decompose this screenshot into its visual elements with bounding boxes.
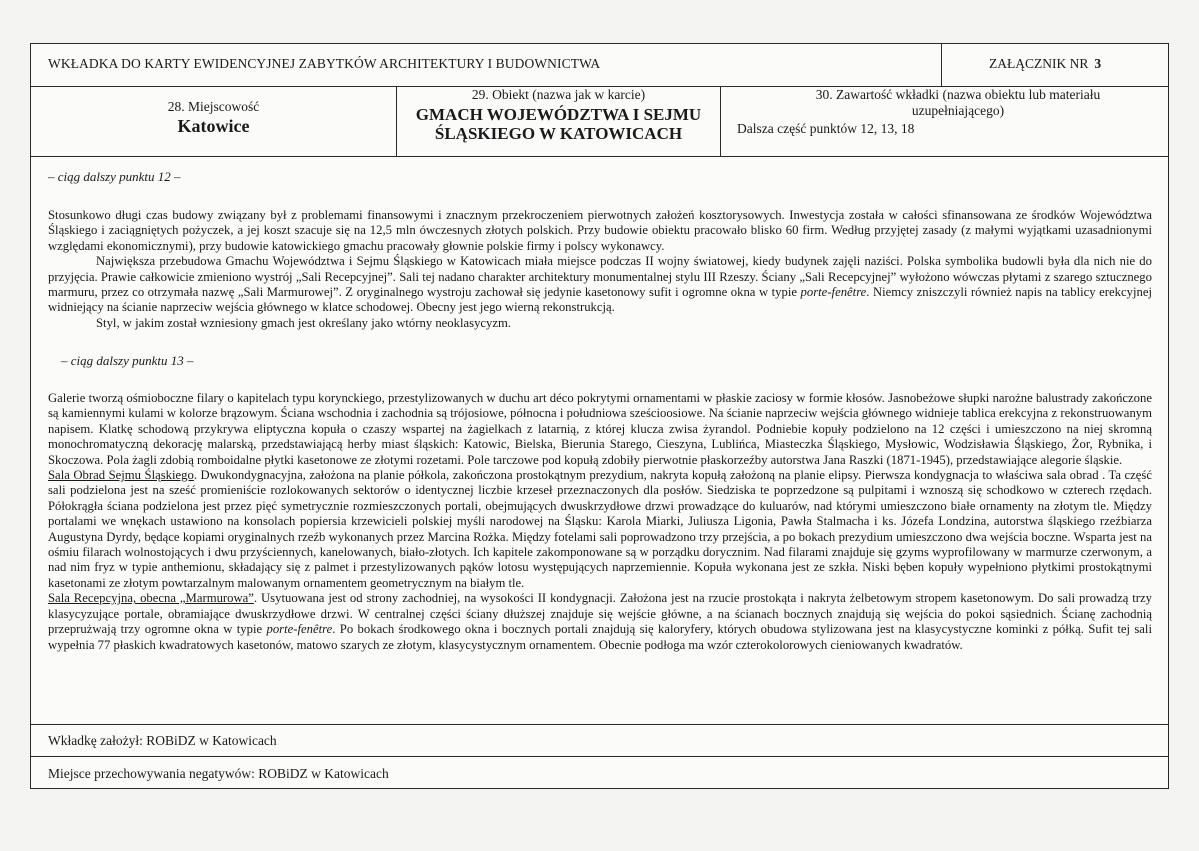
reception-hall-paragraph bbox=[48, 591, 1152, 653]
header-row bbox=[31, 44, 1168, 87]
section13-heading: – ciąg dalszy punktu 13 – bbox=[61, 353, 194, 368]
object-field bbox=[396, 86, 721, 156]
fields-row bbox=[31, 86, 1168, 157]
section13-text bbox=[48, 391, 1152, 653]
reception-hall-title: Sala Recepcyjna, obecna „Marmurowa” bbox=[48, 591, 254, 606]
galleries-paragraph: Galerie tworzą ośmioboczne filary o kapitelach typu korynckiego, przestylizowanych w duchu art déco pokrytymi ornamentami w płaskie zaciosy w formie kłosów. Jasnobeżowe słupki narożne balustrady zakończone są kamiennymi kulami w kolorze brązowym. Ściana wschodnia i zachodnia są trójosiowe, północna i południowa sześcioosiowe. Na ścianie naprzeciw wejścia głównego widnieje tablica erekcyjna z rekonstruowanym napisem. Klatkę schodową przykrywa eliptyczna kopuła o czaszy wspartej na żagielkach z latarnią, z której klucza zwisa żyrandol. Podniebie kopuły podzielono na 12 części i umieszczono na niej skromną monochromatyczną dekorację malarską, przedstawiającą herby miast śląskich: Katowic, Bielska, Bierunia Starego, Cieszyna, Lublińca, Miasteczka Śląskiego, Mysłowic, Wodzisławia Śląskiego, Żor, Rybnika, i Skoczowa. Pola żagli zdobią romboidalne płytki kasetonowe ze złotymi rozetami. Pole tarczowe pod kopułą zdobiły pierwotnie płaskorzeźby autorstwa Jana Raszki (1871-1945), przedstawiające alegorie śląskie. bbox=[48, 391, 1152, 467]
porte-fenetre-term-2: porte-fenêtre bbox=[266, 622, 333, 637]
section12-text bbox=[48, 208, 1152, 331]
document-body bbox=[31, 156, 1168, 725]
prepared-by: Wkładkę założył: ROBiDZ w Katowicach bbox=[48, 733, 277, 748]
section12-heading: – ciąg dalszy punktu 12 – bbox=[48, 169, 181, 184]
porte-fenetre-term: porte-fenêtre bbox=[800, 285, 867, 300]
debate-hall-text: . Dwukondygnacyjna, założona na planie półkola, zakończona prostokątnym prezydium, nakryta kopułą założoną na planie elipsy. Pierwsza kondygnacja to właściwa sala obrad . Ta część sali podzielona jest na sześć promieniście rozlokowanych sektorów o identycznej liczbie krzeseł przeznaczonych dla posłów. Siedziska te poprzedzone są pulpitami i wznoszą się schodkowo w czterech rzędach. Półokrągła ściana podzielona jest przez pięć symetrycznie rozmieszczonych portali, obejmujących dwuskrzydłowe drzwi prowadzące do kuluarów, nad którymi umieszczono białe ornamenty na złotym tle. Między portalami we wnękach ustawiono na konsolach popiersia krzewicieli polskiej myśli narodowej na Śląsku: Karola Miarki, Juliusza Ligonia, Pawła Stalmacha i ks. Józefa Londzina, autorstwa śląskiego rzeźbiarza Augustyna Dyrdy, będące kopiami oryginalnych rzeźb wykonanych przez Marcina Rożka. Między fotelami sali poprowadzono trzy przejścia, a po bokach prezydium umieszczono dwa wejścia boczne. Wsparta jest na ośmiu filarach wolnostojących i dwu przyściennych, kanelowanych, biało-złotych. Ich kapitele zakomponowane są w porządku dorycznim. Nad filarami znajduje się gzyms wyprofilowany w marmurze czerwonym, a nad nim fryz w typie anthemionu, składający się z palmet i przestylizowanych pąków lotosu występujących naprzemiennie. Kopuła wykonana jest ze szkła. Niski bęben kopuły wypełniono płytkimi prostokątnymi kasetonami ze złotym powtarzalnym malowanym ornamentem geometrycznym na białym tle. bbox=[48, 468, 1152, 590]
place-field bbox=[31, 86, 396, 156]
contents-label: 30. Zawartość wkładki (nazwa obiektu lub materiału uzupełniającego) bbox=[815, 87, 1101, 118]
contents-field bbox=[721, 86, 1170, 156]
prepared-by-row bbox=[31, 724, 1168, 757]
negatives-row bbox=[31, 756, 1168, 790]
object-value: GMACH WOJEWÓDZTWA I SEJMU ŚLĄSKIEGO W KATOWICACH bbox=[415, 105, 702, 143]
object-label: 29. Obiekt (nazwa jak w karcie) bbox=[471, 87, 646, 102]
header-divider bbox=[941, 44, 942, 86]
reception-hall-text-end: . Po bokach środkowego okna i bocznych portali znajdują się kaloryfery, których obudowa stylizowana jest na klasycystyczne kominki z półką. Sufit tej sali wypełnia 77 płaskich kwadratowych kasetonów, matowo szarych ze złotym, klasycystycznym ornamentem. Obecnie podłoga ma wzór czterokolorowych cieniowanych kwadratów. bbox=[48, 622, 1152, 652]
section12-paragraph-2-text: Największa przebudowa Gmachu Województwa i Sejmu Śląskiego w Katowicach miała miejsce podczas II wojny światowej, kiedy budynek zajęli naziści. Polska symbolika budowli była dla nich nie do przyjęcia. Prawie całkowicie zmieniono wystrój „Sali Recepcyjnej”. Sali tej nadano charakter architektury monumentalnej stylu III Rzeszy. Ściany „Sali Recepcyjnej” wyłożono wówczas płytami z szarego sztucznego marmuru, przez co otrzymała nazwę „Sali Marmurowej”. Z oryginalnego wystroju zachował się jedynie kasetonowy sufit i ogromne okna w typie bbox=[48, 254, 1152, 300]
negatives-location: Miejsce przechowywania negatywów: ROBiDZ w Katowicach bbox=[48, 766, 389, 781]
attachment-value: 3 bbox=[1094, 56, 1102, 71]
attachment-number bbox=[989, 56, 1101, 72]
section12-paragraph-1: Stosunkowo długi czas budowy związany był z problemami finansowymi i znacznym przekroczeniem pierwotnych założeń kosztorysowych. Inwestycja została w całości sfinansowana ze środków Województwa Śląskiego i zaciągniętych pożyczek, a jej koszt szacuje się na 12,5 mln ówczesnych złotych polskich. Przy budowie obiektu pracowało blisko 60 firm. Według przyjętej zasady (z małymi wyjątkami uzasadnionymi względami ekonomicznymi), przy budowie katowickiego gmachu pracowały głownie polskie firmy i polscy wykonawcy. bbox=[48, 208, 1152, 253]
section12-paragraph-2 bbox=[48, 254, 1152, 316]
section12-paragraph-2-end: . Niemcy zniszczyli również napis na tablicy erekcyjnej widniejący na ścianie naprzeciw wejścia głównego w klatce schodowej. Obecny jest jego wierną rekonstrukcją. bbox=[48, 285, 1152, 315]
debate-hall-title: Sala Obrad Sejmu Śląskiego bbox=[48, 468, 194, 483]
debate-hall-paragraph bbox=[48, 468, 1152, 591]
place-value: Katowice bbox=[177, 116, 250, 136]
reception-hall-text: . Usytuowana jest od strony zachodniej, na wysokości II kondygnacji. Założona jest na rzucie prostokąta i nakryta żelbetowym stropem kasetonowym. Do sali prowadzą trzy klasycyzujące portale, obramiające dwuskrzydłowe drzwi. W centralnej części ściany dłuższej znajduje się wejście główne, a na ścianach bocznych znajdują się wejścia do pokoi sąsiednich. Ścianę zachodnią przeprużwają trzy ogromne okna w typie bbox=[48, 591, 1152, 637]
section12-paragraph-3: Styl, w jakim został wzniesiony gmach jest określany jako wtórny neoklasycyzm. bbox=[96, 315, 512, 330]
record-sheet bbox=[30, 43, 1169, 789]
place-label: 28. Miejscowość bbox=[167, 99, 260, 114]
contents-value: Dalsza część punktów 12, 13, 18 bbox=[737, 121, 915, 136]
form-title: WKŁADKA DO KARTY EWIDENCYJNEJ ZABYTKÓW ARCHITEKTURY I BUDOWNICTWA bbox=[48, 56, 601, 71]
attachment-label: ZAŁĄCZNIK NR bbox=[989, 56, 1089, 71]
